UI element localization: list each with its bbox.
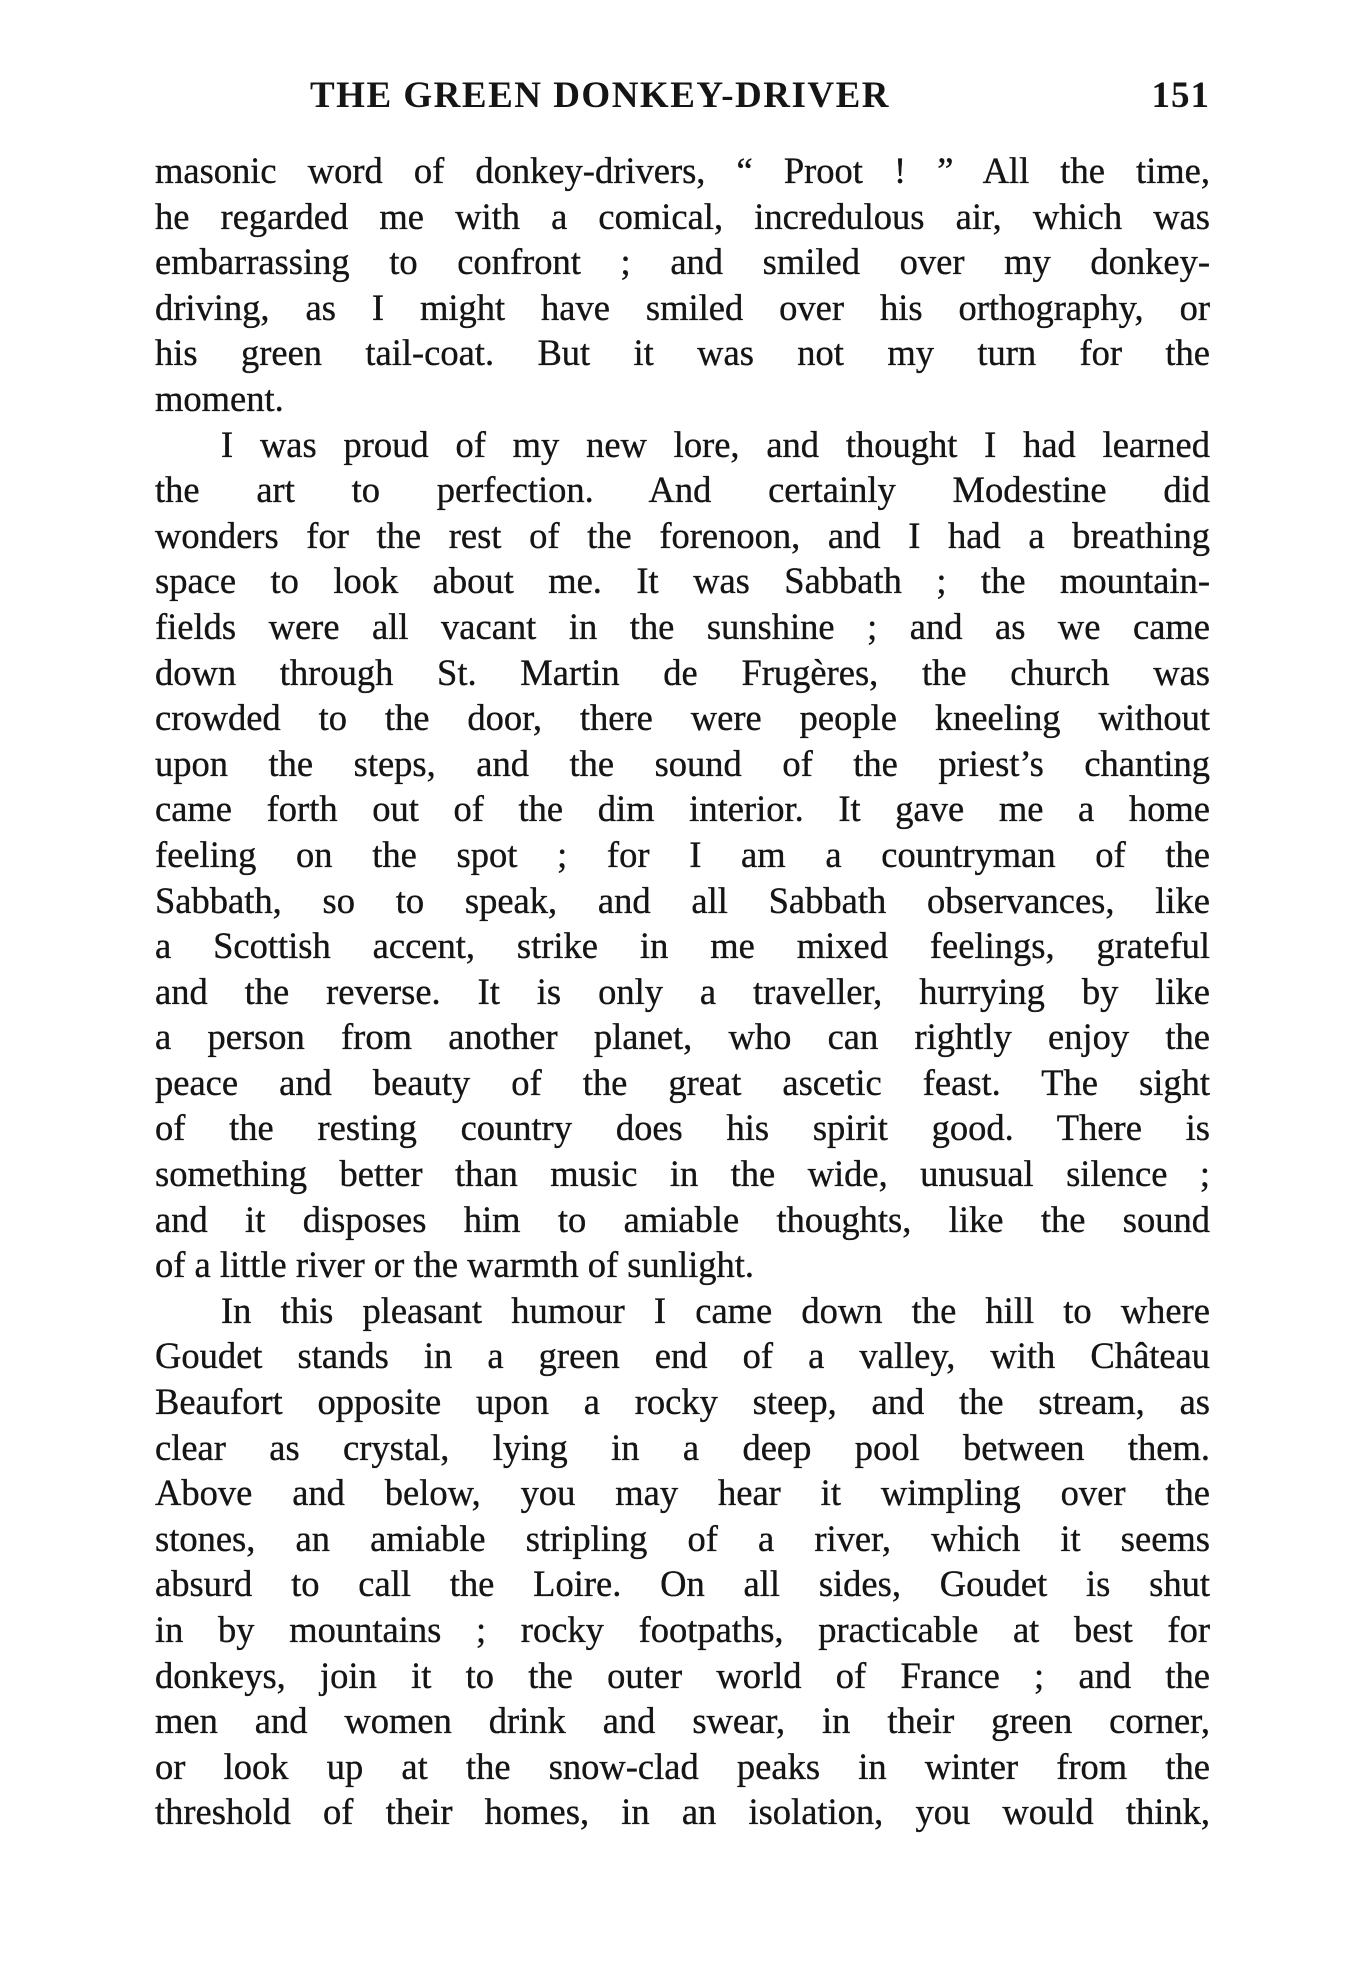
page-number: 151	[1151, 75, 1210, 116]
text-line: of a little river or the warmth of sunlight.	[155, 1244, 755, 1286]
text-line: masonic word of donkey-drivers, “ Proot ! ” All the time,	[155, 150, 1210, 191]
text-line: something better than music in the wide, unusual silence ;	[155, 1153, 1210, 1195]
text-line: and the reverse. It is only a traveller, hurrying by like	[155, 970, 1210, 1012]
text-line: moment.	[155, 377, 284, 419]
text-line: donkeys, join it to the outer world of France ; and the	[155, 1654, 1210, 1696]
paragraph	[155, 1288, 1210, 1835]
text-line: In this pleasant humour I came down the hill to where	[221, 1289, 1210, 1331]
text-line: Beaufort opposite upon a rocky steep, and the stream, as	[155, 1381, 1210, 1423]
text-line: upon the steps, and the sound of the priest’s chanting	[155, 742, 1210, 784]
text-line: I was proud of my new lore, and thought I had learned	[221, 423, 1210, 465]
text-line: Goudet stands in a green end of a valley, with Château	[155, 1335, 1210, 1377]
text-line: came forth out of the dim interior. It gave me a home	[155, 788, 1210, 830]
text-line: peace and beauty of the great ascetic feast. The sight	[155, 1061, 1210, 1103]
text-line: embarrassing to confront ; and smiled over my donkey-	[155, 241, 1210, 283]
text-line: space to look about me. It was Sabbath ; the mountain-	[155, 560, 1210, 602]
text-line: clear as crystal, lying in a deep pool between them.	[155, 1426, 1210, 1468]
text-line: and it disposes him to amiable thoughts, like the sound	[155, 1198, 1210, 1240]
text-line: or look up at the snow-clad peaks in winter from the	[155, 1745, 1210, 1787]
text-line: driving, as I might have smiled over his orthography, or	[155, 286, 1210, 328]
text-line: Sabbath, so to speak, and all Sabbath observances, like	[155, 879, 1210, 921]
text-line: the art to perfection. And certainly Modestine did	[155, 469, 1210, 511]
running-header	[153, 74, 1210, 122]
text-line: in by mountains ; rocky footpaths, practicable at best for	[155, 1609, 1210, 1650]
text-line: down through St. Martin de Frugères, the church was	[155, 651, 1210, 693]
text-line: fields were all vacant in the sunshine ; and as we came	[155, 605, 1210, 647]
running-title: THE GREEN DONKEY-DRIVER	[310, 75, 890, 116]
text-line: of the resting country does his spirit good. There is	[155, 1107, 1210, 1149]
body-text	[155, 148, 1210, 1835]
text-line: feeling on the spot ; for I am a countryman of the	[155, 833, 1210, 875]
text-line: he regarded me with a comical, incredulous air, which was	[155, 195, 1210, 237]
text-line: his green tail-coat. But it was not my turn for the	[155, 332, 1210, 374]
paragraph	[155, 148, 1210, 422]
text-line: threshold of their homes, in an isolation, you would think,	[155, 1791, 1210, 1833]
paragraph	[155, 422, 1210, 1288]
text-line: wonders for the rest of the forenoon, and I had a breathing	[155, 514, 1210, 556]
text-line: stones, an amiable stripling of a river, which it seems	[155, 1517, 1210, 1559]
text-line: a person from another planet, who can rightly enjoy the	[155, 1016, 1210, 1058]
text-line: men and women drink and swear, in their green corner,	[155, 1700, 1210, 1742]
text-line: Above and below, you may hear it wimpling over the	[155, 1472, 1210, 1514]
text-line: crowded to the door, there were people kneeling without	[155, 697, 1210, 739]
text-line: absurd to call the Loire. On all sides, Goudet is shut	[155, 1563, 1210, 1605]
text-line: a Scottish accent, strike in me mixed feelings, grateful	[155, 925, 1210, 967]
